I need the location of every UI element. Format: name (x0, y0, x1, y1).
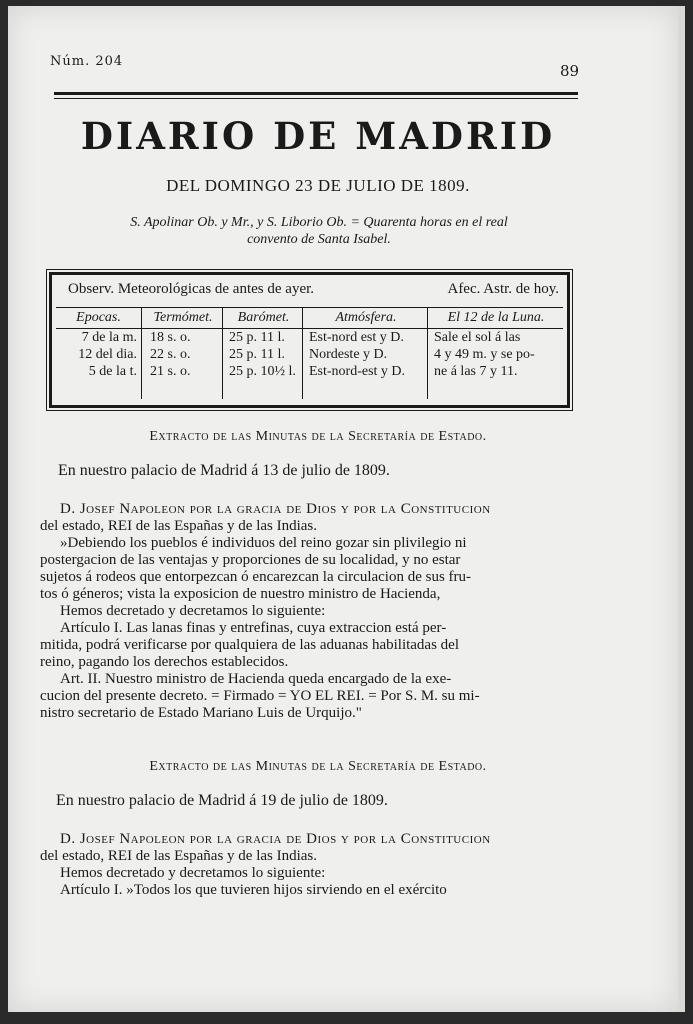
table-cell: Nordeste y D. (309, 347, 388, 362)
saints-line-1: S. Apolinar Ob. y Mr., y S. Liborio Ob. = Quarenta horas en el real (130, 215, 508, 230)
text-line: Artículo I. »Todos los que tuvieren hijos sirviendo en el exército (60, 882, 447, 898)
table-cell: 18 s. o. (150, 330, 191, 345)
table-cell: 21 s. o. (150, 364, 191, 379)
header-rule-thin (54, 98, 578, 99)
text-line: postergacion de las ventajas y proporciones de su localidad, y no estar (40, 552, 461, 568)
column-barometro (225, 309, 302, 380)
masthead-title: DIARIO DE MADRID (80, 114, 556, 158)
column-header: Termómet. (153, 310, 213, 325)
text-line: D. Josef Napoleon por la gracia de Dios y por la Constitucion (60, 501, 491, 517)
weather-heading: Observ. Meteorológicas de antes de ayer. (68, 281, 315, 297)
section-heading-1: Extracto de las Minutas de la Secretaría de Estado. (149, 429, 487, 444)
table-cell: 25 p. 11 l. (229, 330, 285, 345)
text-line: sujetos á rodeos que entorpezcan ó encarezcan la circulacion de sus fru- (40, 569, 472, 585)
table-divider (56, 307, 563, 308)
table-cell: 25 p. 10½ l. (229, 364, 296, 379)
table-cell: Est-nord est y D. (309, 330, 404, 345)
table-cell: 25 p. 11 l. (229, 347, 285, 362)
saints-of-day (64, 214, 574, 248)
column-luna (430, 309, 562, 380)
column-divider (302, 307, 303, 399)
newspaper-page (8, 6, 678, 1012)
table-cell: ne á las 7 y 11. (434, 364, 518, 379)
table-cell: Sale el sol á las (434, 330, 521, 345)
place-date-1: En nuestro palacio de Madrid á 13 de julio de 1809. (58, 462, 390, 479)
table-cell: 4 y 49 m. y se po- (434, 347, 535, 362)
text-line: mitida, podrá verificarse por qualquiera de las aduanas habilitadas del (40, 637, 460, 653)
text-line: nistro secretario de Estado Mariano Luis de Urquijo." (40, 705, 362, 721)
text-line: »Debiendo los pueblos é individuos del reino gozar sin plivilegio ni (60, 535, 467, 551)
text-line: Hemos decretado y decretamos lo siguiente: (60, 865, 326, 881)
table-cell: 22 s. o. (150, 347, 191, 362)
page-number: 89 (560, 62, 580, 80)
page-edge (678, 6, 685, 1012)
column-divider (427, 307, 428, 399)
text-line: cucion del presente decreto. = Firmado = YO EL REI. = Por S. M. su mi- (40, 688, 480, 704)
text-line: Artículo I. Las lanas finas y entrefinas, cuya extraccion está per- (60, 620, 447, 636)
column-epocas (56, 309, 141, 380)
text-line: reino, pagando los derechos establecidos. (40, 654, 289, 670)
section-heading-2: Extracto de las Minutas de la Secretaría de Estado. (149, 759, 487, 774)
column-header: Barómet. (237, 310, 290, 325)
text-line: Art. II. Nuestro ministro de Hacienda queda encargado de la exe- (60, 671, 452, 687)
column-divider (222, 307, 223, 399)
text-line: Hemos decretado y decretamos lo siguiente: (60, 603, 326, 619)
date-line: DEL DOMINGO 23 DE JULIO DE 1809. (166, 176, 470, 195)
astro-heading: Afec. Astr. de hoy. (447, 281, 559, 297)
header-rule-thick (54, 92, 578, 95)
text-line: D. Josef Napoleon por la gracia de Dios y por la Constitucion (60, 831, 491, 847)
weather-table (49, 272, 570, 408)
column-header: Atmósfera. (335, 310, 397, 325)
column-header: Epocas. (76, 310, 121, 325)
text-line: del estado, REI de las Españas y de las Indias. (40, 848, 318, 864)
decree-text-1 (40, 501, 580, 722)
issue-number: Núm. 204 (50, 54, 124, 69)
saints-line-2: convento de Santa Isabel. (247, 232, 391, 247)
column-atmosfera (305, 309, 427, 380)
table-cell: Est-nord-est y D. (309, 364, 406, 379)
column-divider (141, 307, 142, 399)
text-line: tos ó géneros; vista la exposicion de nuestro ministro de Hacienda, (40, 586, 441, 602)
table-cell: 7 de la m. (81, 330, 137, 345)
column-termometro (144, 309, 222, 380)
text-line: del estado, REI de las Españas y de las Indias. (40, 518, 318, 534)
table-cell: 12 del dia. (78, 347, 137, 362)
decree-text-2 (40, 831, 580, 899)
place-date-2: En nuestro palacio de Madrid á 19 de julio de 1809. (56, 792, 388, 809)
table-cell: 5 de la t. (88, 364, 137, 379)
column-header: El 12 de la Luna. (447, 310, 545, 325)
